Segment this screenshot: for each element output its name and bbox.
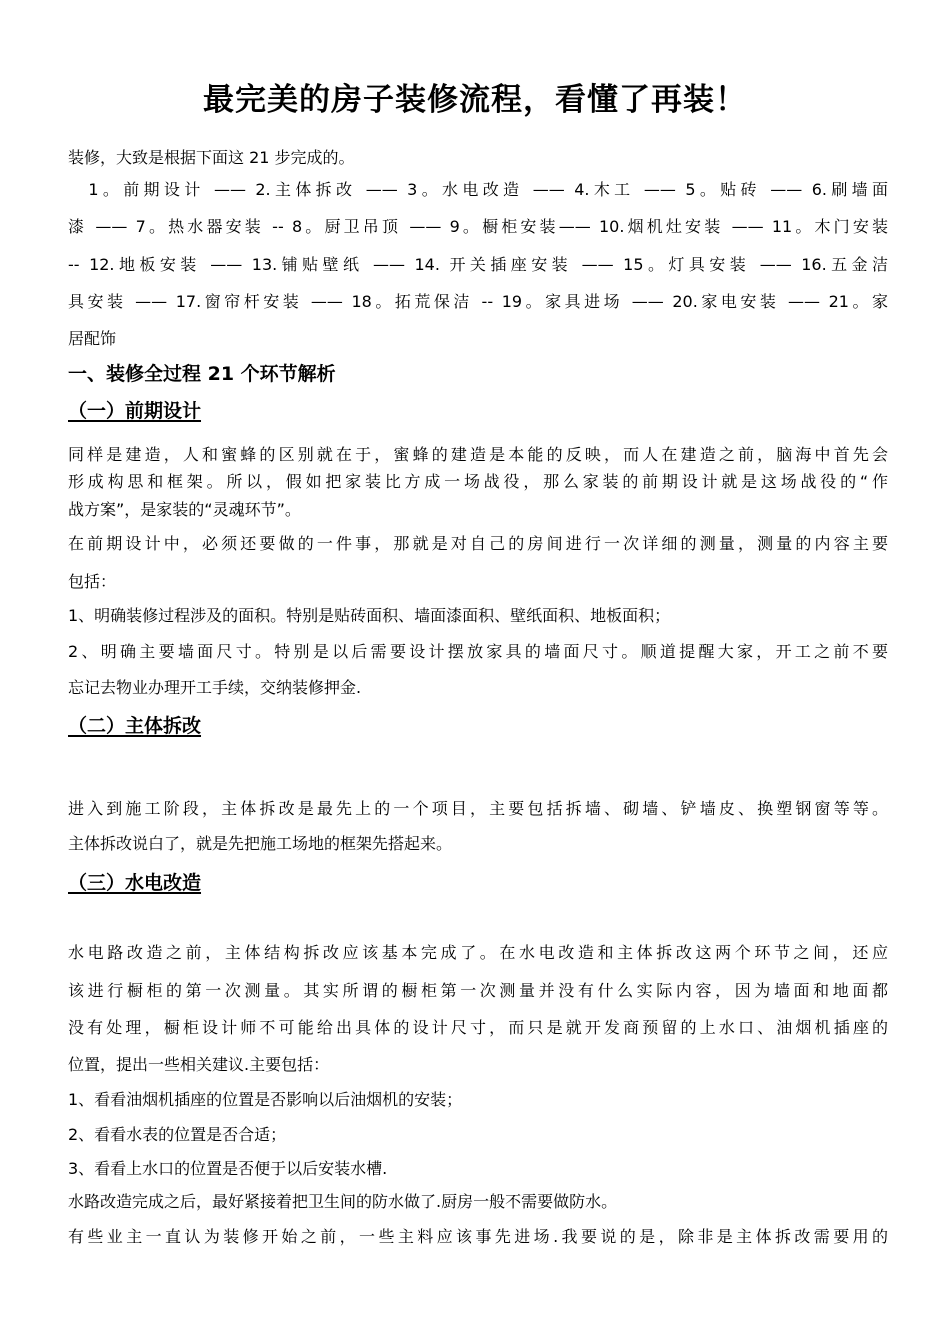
subsection-heading-plumbing-electric: （三）水电改造 xyxy=(68,872,202,894)
list-item: 2、看看水表的位置是否合适； xyxy=(68,1125,287,1144)
paragraph-line: 包括： xyxy=(68,572,117,591)
paragraph-line: 战方案”，是家装的“灵魂环节”。 xyxy=(68,500,301,519)
paragraph-line: 忘记去物业办理开工手续，交纳装修押金. xyxy=(68,678,362,697)
steps-line-2: 漆 —— 7。热水器安装 -- 8。厨卫吊顶 —— 9。橱柜安装—— 10.烟机灶安装 —— 11。木门安装 xyxy=(68,217,888,236)
subsection-heading-demolition: （二）主体拆改 xyxy=(68,715,202,737)
steps-line-5: 居配饰 xyxy=(68,329,117,348)
paragraph-line: 形成构思和框架。所以，假如把家装比方成一场战役，那么家装的前期设计就是这场战役的“作 xyxy=(68,472,888,491)
list-item: 1、看看油烟机插座的位置是否影响以后油烟机的安装； xyxy=(68,1090,463,1109)
paragraph-line: 水路改造完成之后，最好紧接着把卫生间的防水做了.厨房一般不需要做防水。 xyxy=(68,1192,618,1211)
steps-line-4: 具安装 —— 17.窗帘杆安装 —— 18。拓荒保洁 -- 19。家具进场 —— 20.家电安装 —— 21。家 xyxy=(68,292,888,311)
paragraph-line: 同样是建造，人和蜜蜂的区别就在于，蜜蜂的建造是本能的反映，而人在建造之前，脑海中首先会 xyxy=(68,445,888,464)
steps-line-3: -- 12.地板安装 —— 13.铺贴壁纸 —— 14. 开关插座安装 —— 15。灯具安装 —— 16.五金洁 xyxy=(68,255,888,274)
paragraph-line: 水电路改造之前，主体结构拆改应该基本完成了。在水电改造和主体拆改这两个环节之间，还应 xyxy=(68,943,888,962)
steps-line-1: 1。前期设计 —— 2.主体拆改 —— 3。水电改造 —— 4.木工 —— 5。贴砖 —— 6.刷墙面 xyxy=(68,180,888,199)
section-heading: 一、装修全过程 21 个环节解析 xyxy=(68,363,336,385)
paragraph-line: 主体拆改说白了，就是先把施工场地的框架先搭起来。 xyxy=(68,834,453,853)
page-title: 最完美的房子装修流程，看懂了再装！ xyxy=(203,82,747,118)
paragraph-line: 没有处理，橱柜设计师不可能给出具体的设计尺寸，而只是就开发商预留的上水口、油烟机插座的 xyxy=(68,1018,888,1037)
list-item: 1、明确装修过程涉及的面积。特别是贴砖面积、墙面漆面积、壁纸面积、地板面积； xyxy=(68,606,671,625)
paragraph-line: 进入到施工阶段，主体拆改是最先上的一个项目，主要包括拆墙、砌墙、铲墙皮、换塑钢窗等等。 xyxy=(68,799,888,818)
list-item: 2、明确主要墙面尺寸。特别是以后需要设计摆放家具的墙面尺寸。顺道提醒大家，开工之前不要 xyxy=(68,642,888,661)
paragraph-line: 该进行橱柜的第一次测量。其实所谓的橱柜第一次测量并没有什么实际内容，因为墙面和地面都 xyxy=(68,981,888,1000)
paragraph-line: 在前期设计中，必须还要做的一件事，那就是对自己的房间进行一次详细的测量，测量的内容主要 xyxy=(68,534,888,553)
list-item: 3、看看上水口的位置是否便于以后安装水槽. xyxy=(68,1159,388,1178)
paragraph-line: 位置，提出一些相关建议.主要包括： xyxy=(68,1055,330,1074)
paragraph-line: 有些业主一直认为装修开始之前，一些主料应该事先进场.我要说的是，除非是主体拆改需要用的 xyxy=(68,1227,888,1246)
intro-text: 装修，大致是根据下面这 21 步完成的。 xyxy=(68,148,355,167)
subsection-heading-design: （一）前期设计 xyxy=(68,400,202,422)
